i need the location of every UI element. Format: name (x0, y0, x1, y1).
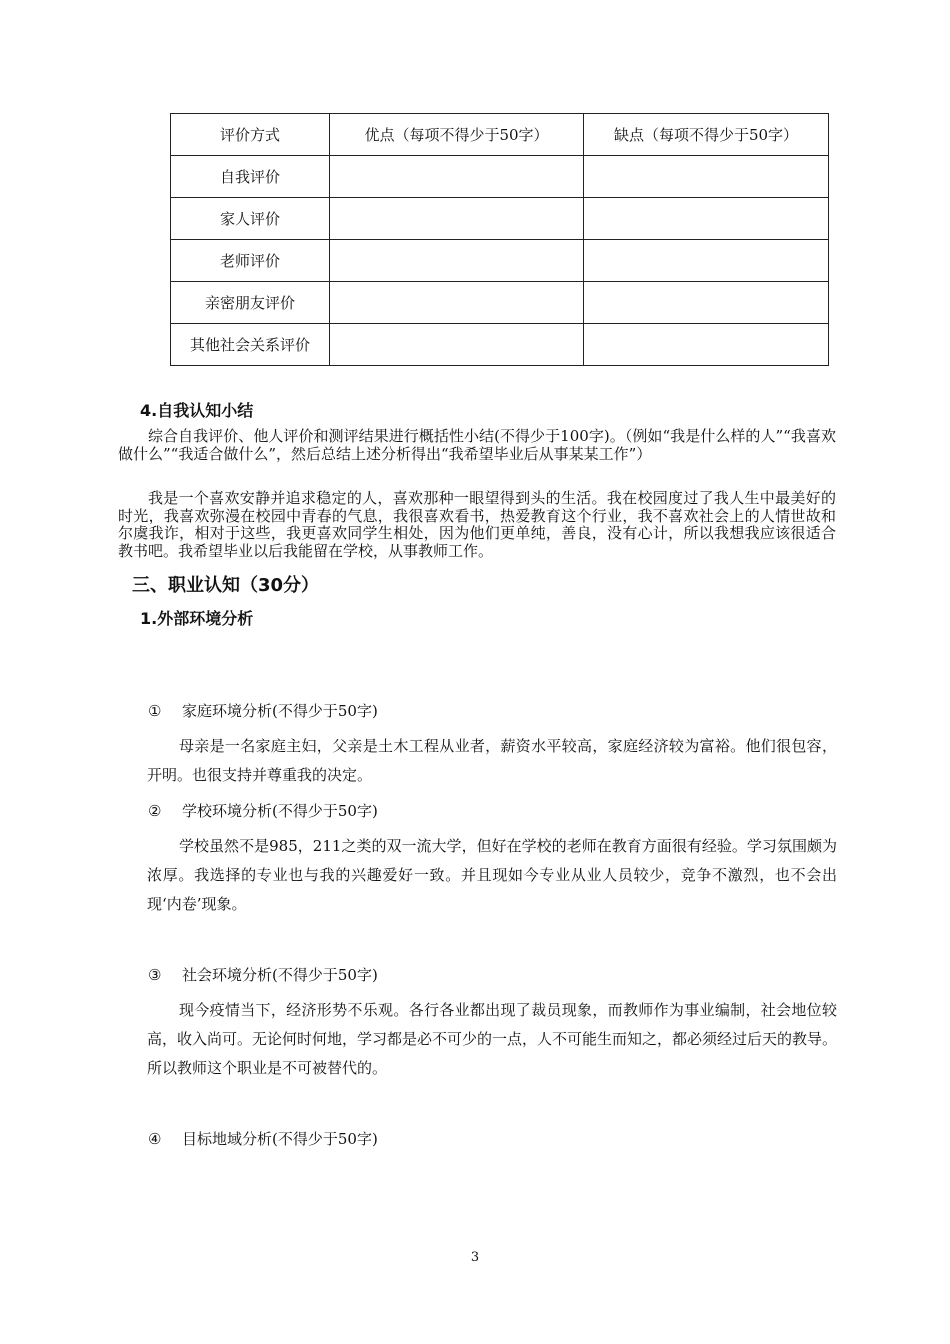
cons-cell[interactable] (584, 324, 829, 366)
page-number: 3 (470, 1250, 480, 1265)
summary-instruction: 综合自我评价、他人评价和测评结果进行概括性小结(不得少于100字)。（例如“我是什么样的人”“我喜欢做什么”“我适合做什么”，然后总结上述分析得出“我希望毕业后从事某某工作”） (118, 427, 836, 463)
table-row (171, 240, 829, 282)
table-header-row (171, 114, 829, 156)
subitem-region (148, 1128, 378, 1149)
section-heading-self-summary: 4.自我认知小结 (140, 401, 254, 420)
school-analysis-text: 学校虽然不是985，211之类的双一流大学，但好在学校的老师在教育方面很有经验。学习氛围颇为浓厚。我选择的专业也与我的兴趣爱好一致。并且现如今专业从业人员较少，竞争不激烈，也不会出现‘内卷’现象。 (147, 837, 837, 913)
item-title: 社会环境分析(不得少于50字) (182, 966, 378, 984)
item-title: 学校环境分析(不得少于50字) (182, 802, 378, 820)
item-number: ② (148, 802, 162, 820)
item-title: 家庭环境分析(不得少于50字) (182, 702, 378, 720)
item-number: ③ (148, 966, 162, 984)
subitem-society (148, 964, 378, 985)
table-row (171, 198, 829, 240)
row-label: 自我评价 (171, 156, 330, 198)
evaluation-table (170, 113, 829, 366)
table-header: 优点（每项不得少于50字） (330, 114, 584, 156)
subitem-school (148, 800, 378, 821)
society-analysis-text: 现今疫情当下，经济形势不乐观。各行各业都出现了裁员现象，而教师作为事业编制，社会地位较高，收入尚可。无论何时何地，学习都是必不可少的一点，人不可能生而知之，都必须经过后天的教导。所以教师这个职业是不可被替代的。 (147, 1001, 838, 1077)
pros-cell[interactable] (330, 282, 584, 324)
subitem-family (148, 700, 378, 721)
summary-answer: 我是一个喜欢安静并追求稳定的人，喜欢那种一眼望得到头的生活。我在校园度过了我人生中最美好的时光，我喜欢弥漫在校园中青春的气息，我很喜欢看书，热爱教育这个行业，我不喜欢社会上的人情世故和尔虞我诈，相对于这些，我更喜欢同学生相处，因为他们更单纯，善良，没有心计，所以我想我应该很适合教书吧。我希望毕业以后我能留在学校，从事教师工作。 (118, 489, 836, 560)
cons-cell[interactable] (584, 198, 829, 240)
row-label: 其他社会关系评价 (171, 324, 330, 366)
pros-cell[interactable] (330, 240, 584, 282)
table-row (171, 324, 829, 366)
item-number: ① (148, 702, 162, 720)
item-title: 目标地域分析(不得少于50字) (182, 1130, 378, 1148)
item-number: ④ (148, 1130, 162, 1148)
cons-cell[interactable] (584, 156, 829, 198)
family-analysis-text: 母亲是一名家庭主妇，父亲是土木工程从业者，薪资水平较高，家庭经济较为富裕。他们很包容，开明。也很支持并尊重我的决定。 (147, 737, 837, 784)
table-header: 缺点（每项不得少于50字） (584, 114, 829, 156)
row-label: 亲密朋友评价 (171, 282, 330, 324)
row-label: 家人评价 (171, 198, 330, 240)
pros-cell[interactable] (330, 156, 584, 198)
table-header: 评价方式 (171, 114, 330, 156)
table-row (171, 156, 829, 198)
cons-cell[interactable] (584, 240, 829, 282)
cons-cell[interactable] (584, 282, 829, 324)
section-heading-career: 三、职业认知（30分） (132, 575, 320, 596)
pros-cell[interactable] (330, 198, 584, 240)
pros-cell[interactable] (330, 324, 584, 366)
table-row (171, 282, 829, 324)
row-label: 老师评价 (171, 240, 330, 282)
subsection-heading-external: 1.外部环境分析 (140, 609, 254, 628)
